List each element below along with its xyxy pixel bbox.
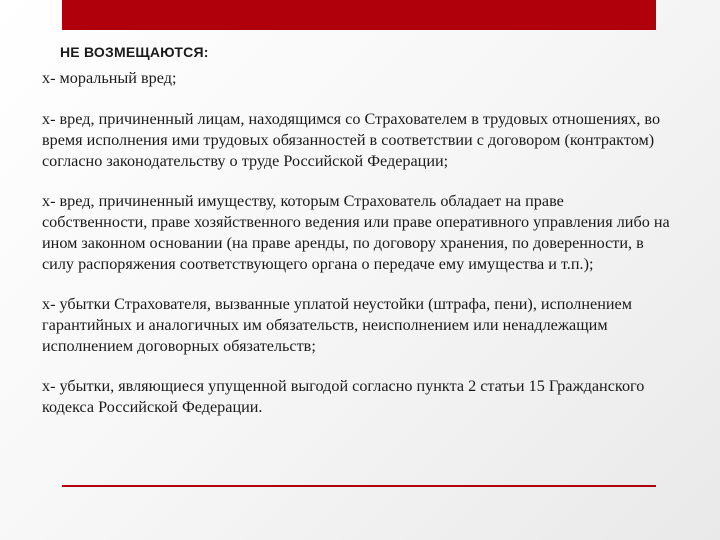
list-item-penalty-losses: х- убытки Страхователя, вызванные уплатой неустойки (штрафа, пени), исполнением гарантийных и аналогичных им обязательств, неисполнением или ненадлежащим исполнением договорных обязательств; — [42, 295, 632, 355]
top-accent-band — [62, 0, 656, 30]
slide-heading: НЕ ВОЗМЕЩАЮТСЯ: — [60, 44, 209, 60]
list-item-property-damage: х- вред, причиненный имуществу, которым Страхователь обладает на праве собственности, праве хозяйственного ведения или праве оперативного управления либо на ином законном основании (на праве аренды, по договору хранения, по доверенности, в силу распоряжения соответствующего органа о передаче ему имущества и т.п.); — [42, 192, 670, 273]
bottom-divider — [62, 485, 656, 487]
list-item-employee-harm: х- вред, причиненный лицам, находящимся со Страхователем в трудовых отношениях, во время исполнения ими трудовых обязанностей в соответствии с договором (контрактом) согласно законодательству о труде Российской Федерации; — [42, 110, 661, 170]
slide-content — [42, 40, 672, 437]
list-item-lost-profit: х- убытки, являющиеся упущенной выгодой согласно пункта 2 статьи 15 Гражданского кодекса Российской Федерации. — [42, 377, 645, 416]
list-item-moral-damage: х- моральный вред; — [42, 69, 177, 87]
